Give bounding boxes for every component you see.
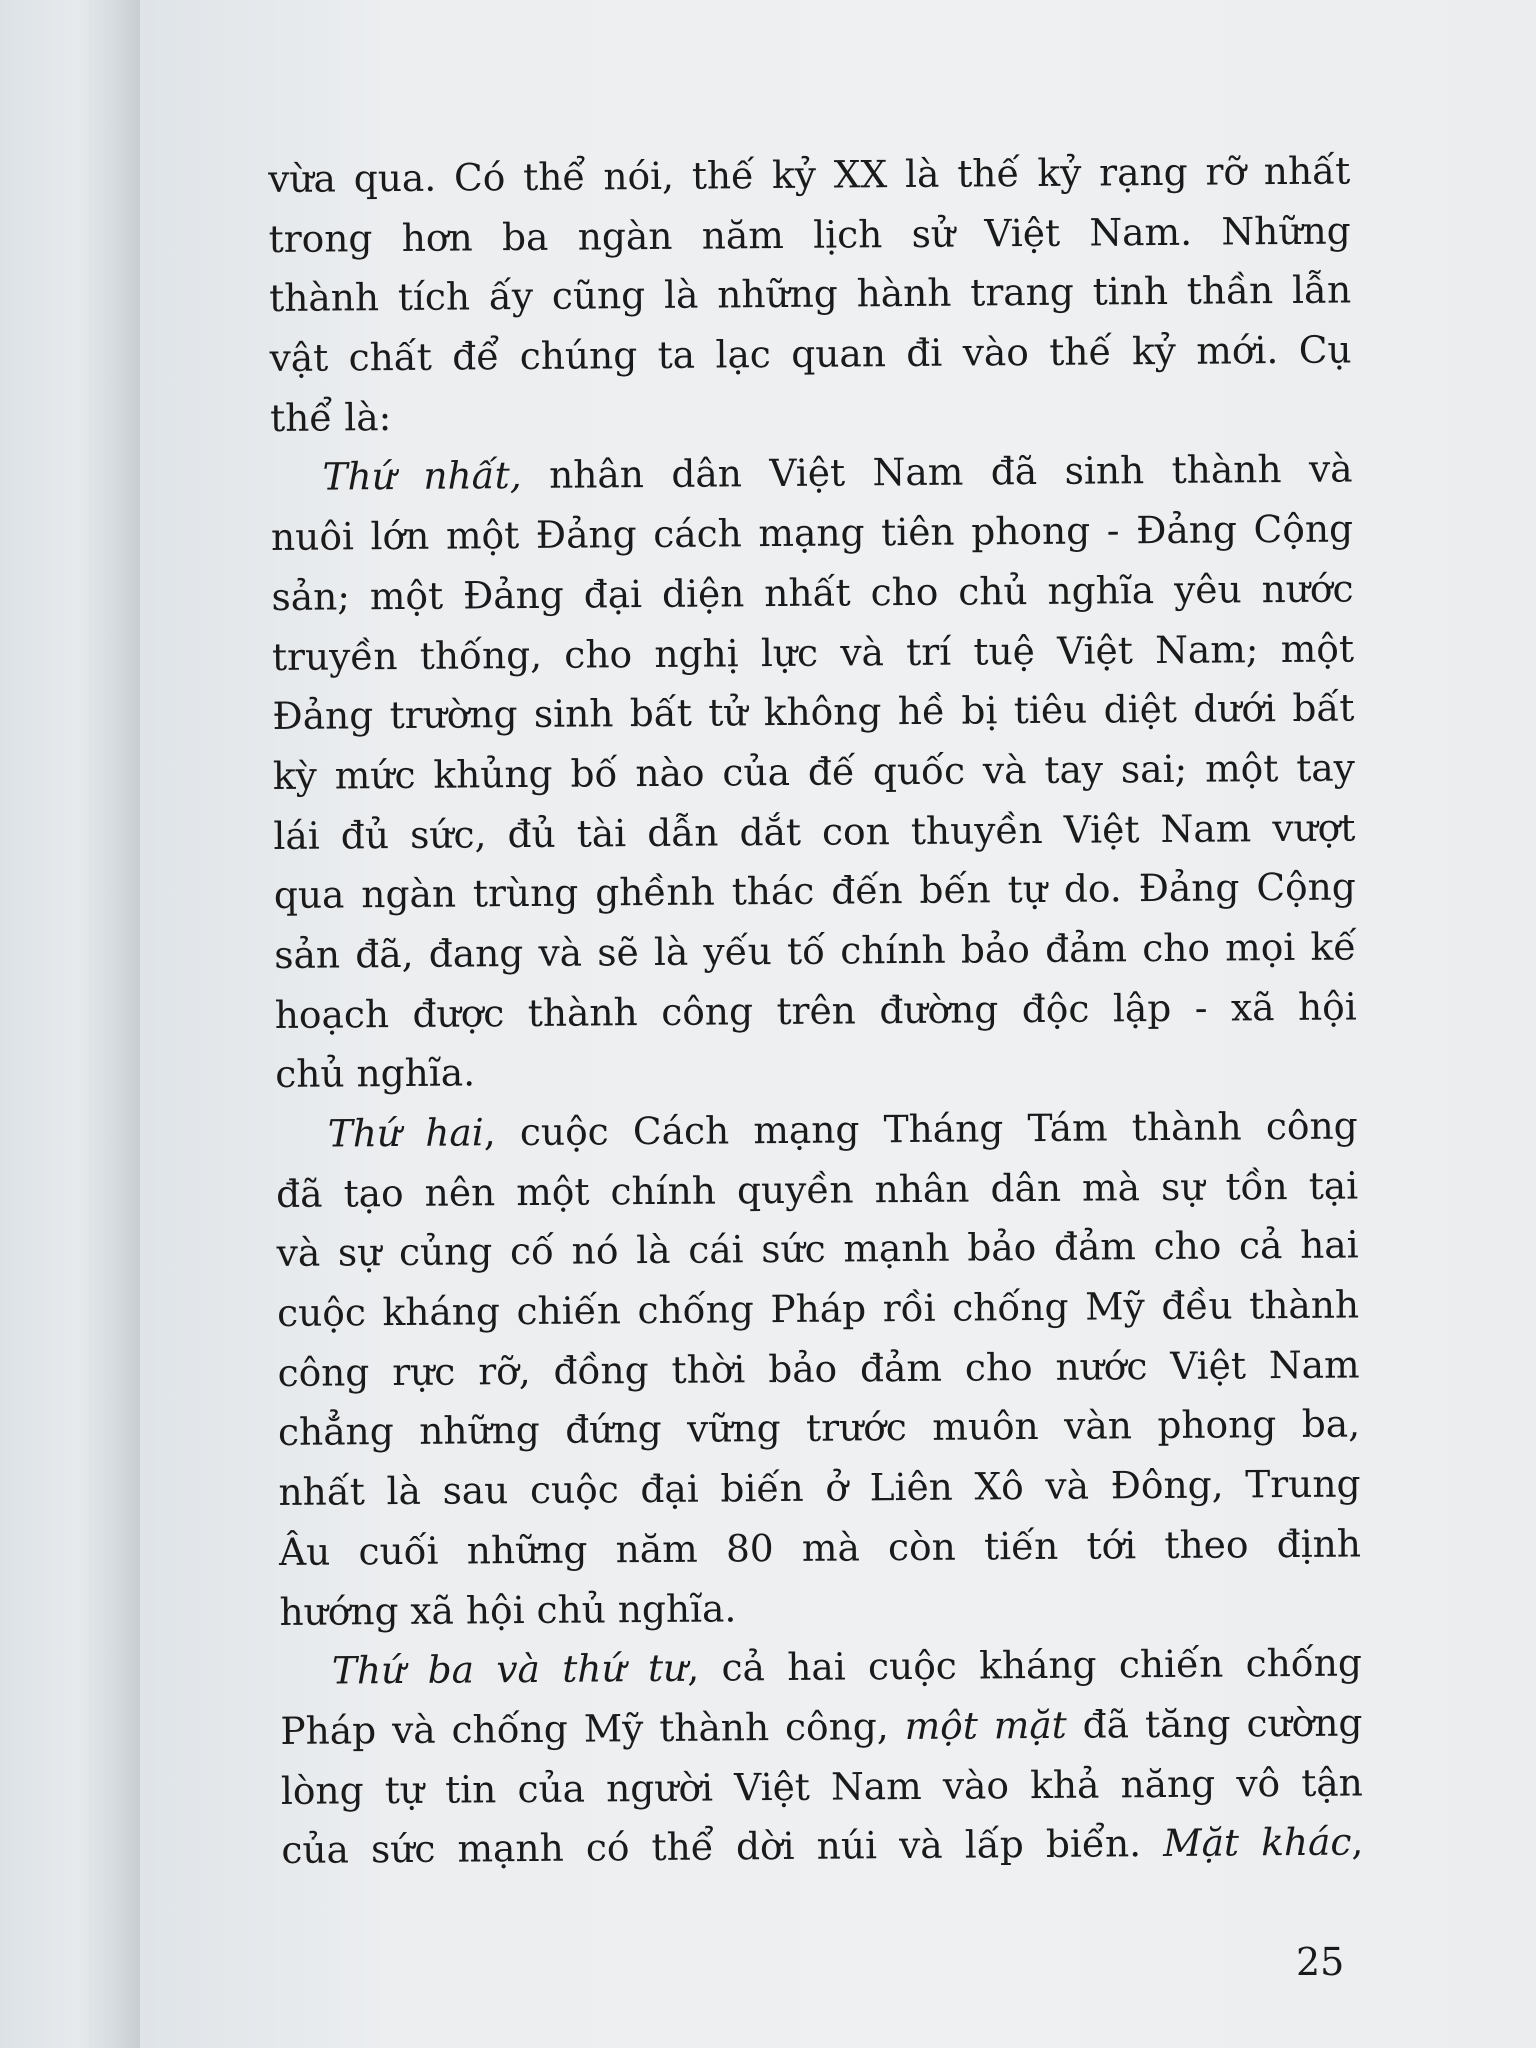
text-line: đã tạo nên một chính quyền nhân dân mà sự tồn tại: [276, 1163, 1359, 1216]
italic-phrase: một mặt: [904, 1702, 1067, 1748]
text-line: [281, 1813, 1363, 1881]
page-number: 25: [1296, 1940, 1345, 1984]
text-line: [276, 1096, 1358, 1164]
text-line: lái đủ sức, đủ tài dẫn dắt con thuyền Việt Nam vượt: [273, 805, 1356, 858]
text-line: vật chất để chúng ta lạc quan đi vào thế kỷ mới. Cụ: [269, 327, 1352, 381]
text-run: Pháp và chống Mỹ thành công,: [280, 1703, 905, 1753]
text-line: nuôi lớn một Đảng cách mạng tiên phong - Đảng Cộng: [270, 506, 1354, 560]
text-line: chủ nghĩa.: [275, 1050, 476, 1097]
text-line: trong hơn ba ngàn năm lịch sử Việt Nam. Những: [268, 208, 1351, 261]
text-line: hoạch được thành công trên đường độc lập - xã hội: [274, 984, 1357, 1037]
text-line: sản đã, đang và sẽ là yếu tố chính bảo đảm cho mọi kế: [274, 924, 1357, 977]
paragraph-first: [270, 440, 1357, 1105]
text-line: [280, 1693, 1362, 1761]
text-run: , cuộc Cách mạng Tháng Tám thành công: [483, 1103, 1358, 1155]
text-line: hướng xã hội chủ nghĩa.: [279, 1585, 737, 1634]
text-line: thể là:: [269, 394, 392, 440]
text-line: truyền thống, cho nghị lực và trí tuệ Việt Nam; một: [271, 625, 1355, 679]
text-line: cuộc kháng chiến chống Pháp rồi chống Mỹ đều thành: [276, 1282, 1360, 1336]
paragraph-intro: [268, 142, 1352, 449]
text-line: chẳng những đứng vững trước muôn vàn phong ba,: [277, 1401, 1361, 1455]
text-line: thành tích ấy cũng là những hành trang tinh thần lẫn: [268, 267, 1352, 321]
italic-lead: Thứ ba và thứ tư: [331, 1645, 688, 1693]
book-spine-gutter: [0, 0, 140, 2048]
text-run: , cả hai cuộc kháng chiến chống: [687, 1640, 1363, 1690]
text-line: [270, 440, 1352, 508]
text-line: vừa qua. Có thể nói, thế kỷ XX là thế kỷ rạng rỡ nhất: [268, 148, 1351, 201]
text-line: Âu cuối những năm 80 mà còn tiến tới theo định: [278, 1521, 1362, 1574]
text-run: ,: [1351, 1819, 1364, 1864]
text-line: nhất là sau cuộc đại biến ở Liên Xô và Đông, Trung: [278, 1461, 1361, 1515]
page-text: [268, 142, 1364, 1881]
text-run: đã tăng cường: [1066, 1700, 1363, 1747]
text-line: và sự củng cố nó là cái sức mạnh bảo đảm cho cả hai: [276, 1222, 1359, 1276]
text-line: Đảng trường sinh bất tử không hề bị tiêu diệt dưới bất: [272, 685, 1355, 739]
text-run: nhân dân Việt Nam đã sinh thành và: [521, 446, 1353, 498]
text-line: kỳ mức khủng bố nào của đế quốc và tay sai; một tay: [272, 745, 1356, 798]
text-line: [280, 1634, 1362, 1702]
text-line: sản; một Đảng đại diện nhất cho chủ nghĩa yêu nước: [271, 566, 1354, 619]
italic-lead: Thứ hai: [327, 1110, 484, 1156]
text-line: lòng tự tin của người Việt Nam vào khả năng vô tận: [280, 1760, 1364, 1813]
paragraph-second: [276, 1096, 1362, 1642]
italic-phrase: Mặt khác: [1163, 1819, 1352, 1866]
text-line: công rực rỡ, đồng thời bảo đảm cho nước Việt Nam: [277, 1342, 1360, 1395]
paragraph-third-fourth: [280, 1634, 1364, 1881]
text-run: của sức mạnh có thể dời núi và lấp biển.: [281, 1821, 1164, 1873]
text-line: qua ngàn trùng ghềnh thác đến bến tự do. Đảng Cộng: [273, 864, 1356, 918]
italic-lead: Thứ nhất,: [322, 453, 522, 500]
